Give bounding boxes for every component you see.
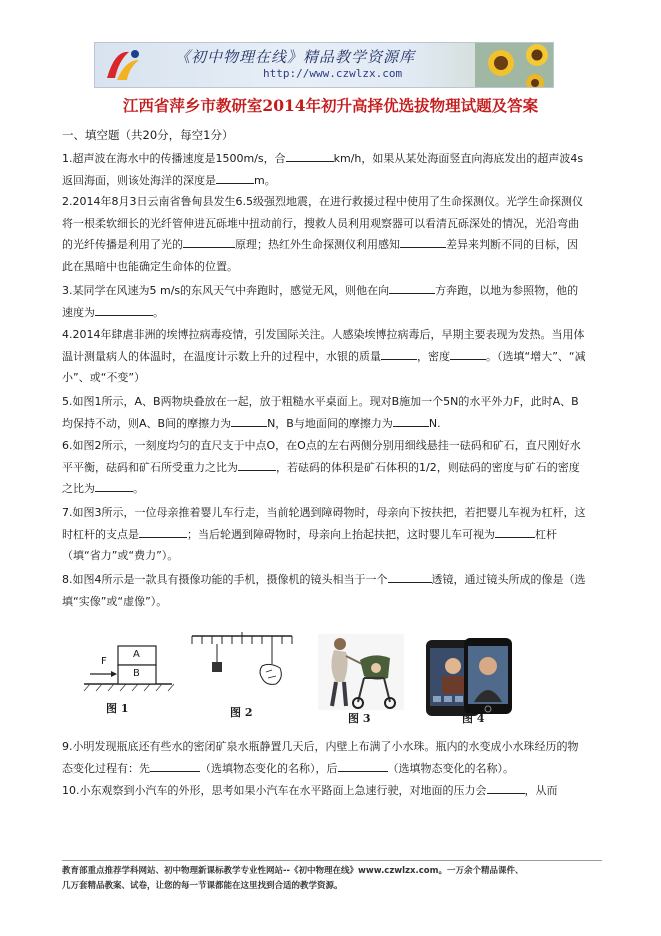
question-2 (62, 191, 587, 277)
figure-1-label: 图 1 (106, 702, 129, 715)
question-text: 7.如图3所示，一位母亲推着婴儿车行走，当前轮遇到障碍物时，母亲向下按扶把，若把婴儿车视为杠杆，这时杠杆的支点是 (62, 506, 586, 541)
site-logo-icon (101, 46, 143, 84)
question-7 (62, 502, 587, 567)
figure-1 (80, 636, 176, 716)
question-3 (62, 280, 587, 323)
question-text: ；当后轮遇到障碍物时，母亲向上抬起扶把，这时婴儿车可视为 (187, 527, 495, 541)
banner-url[interactable]: http://www.czwlzx.com (263, 67, 403, 80)
answer-blank[interactable] (487, 780, 525, 794)
answer-blank[interactable] (400, 234, 446, 248)
figure-3 (318, 634, 404, 726)
figure-4-label: 图 4 (462, 712, 485, 725)
question-text: 原理；热红外生命探测仪利用感知 (235, 238, 400, 251)
answer-blank[interactable] (338, 758, 388, 772)
page-title: 江西省萍乡市教研室2014年初升高择优选拔物理试题及答案 (122, 96, 539, 115)
question-text: 2.2014年8月3日云南省鲁甸县发生6.5级强烈地震，在进行救援过程中使用了生命探测仪。光学生命探测仪将一根柔软细长的光纤管伸进瓦砾堆中扭动前行，搜救人员利用观察器可以看清瓦砾深处的情况，光沿弯曲的光纤传播是利用了光的 (62, 195, 583, 251)
question-text: km/h，如果从某处海面竖直向海底发出的超声波4s返回海面，则该处海洋的深度是 (62, 152, 584, 187)
answer-blank[interactable] (95, 302, 153, 316)
answer-blank[interactable] (393, 413, 429, 427)
question-text: 透镜，通过镜头所成的像是（选填“实像”或“虚像”）。 (62, 573, 586, 608)
block-a-label: A (133, 649, 140, 660)
question-text: 。（选填“增大”、“减小”、或“不变”） (62, 349, 586, 384)
question-text: 8.如图4所示是一款具有摄像功能的手机，摄像机的镜头相当于一个 (62, 573, 388, 586)
answer-blank[interactable] (150, 758, 200, 772)
question-text: ，从而 (524, 784, 558, 797)
question-text: N，B与地面间的摩擦力为 (267, 416, 393, 430)
phone-camera-photo (424, 636, 516, 718)
answer-blank[interactable] (388, 569, 432, 583)
question-text: 3.某同学在风速为5 m/s的东风天气中奔跑时，感觉无风，则他在向 (62, 284, 390, 297)
answer-blank[interactable] (139, 524, 187, 538)
answer-blank[interactable] (381, 346, 417, 360)
section-heading: 一、填空题（共20分，每空1分） (62, 128, 234, 142)
block-b-label: B (133, 668, 140, 679)
question-text: 5.如图1所示，A、B两物块叠放在一起，放于粗糙水平桌面上。现对B施加一个5N的水平外力F，此时A、B均保持不动，则A、B间的摩擦力为 (62, 395, 579, 430)
balance-ruler-diagram (186, 632, 298, 704)
question-text: 10.小东观察到小汽车的外形，思考如果小汽车在水平路面上急速行驶，对地面的压力会 (62, 784, 487, 797)
answer-blank[interactable] (231, 413, 267, 427)
question-text: ，若砝码的体积是矿石体积的1/2，则砝码的密度与矿石的密度之比为 (62, 460, 580, 495)
figure-2-label: 图 2 (230, 706, 253, 719)
question-text: 6.如图2所示，一刻度均匀的直尺支于中点O，在O点的左右两侧分别用细线悬挂一砝码和矿石，直尺刚好水平平衡，砝码和矿石所受重力之比为 (62, 439, 581, 474)
stacked-blocks-diagram (80, 636, 176, 698)
question-text: 4.2014年肆虐非洲的埃博拉病毒疫情，引发国际关注。人感染埃博拉病毒后，早期主要表现为发热。当用体温计测量病人的体温时，在温度计示数上升的过程中，水银的质量 (62, 328, 585, 363)
answer-blank[interactable] (183, 234, 235, 248)
stroller-photo (318, 634, 404, 710)
question-text: 方奔跑，以地为参照物，他的速度为 (62, 284, 579, 319)
answer-blank[interactable] (216, 170, 254, 184)
question-text: 。 (153, 305, 164, 319)
answer-blank[interactable] (389, 280, 435, 294)
question-6 (62, 435, 587, 500)
question-text: ，密度 (417, 349, 450, 363)
question-8 (62, 569, 587, 612)
answer-blank[interactable] (495, 524, 535, 538)
force-label: F (101, 656, 107, 667)
question-text: 9.小明发现瓶底还有些水的密闭矿泉水瓶静置几天后，内壁上布满了小水珠。瓶内的水变成小水珠经历的物态变化过程有：先 (62, 740, 579, 775)
question-9 (62, 736, 587, 779)
sunflower-icon (475, 43, 553, 87)
banner-title: 《初中物理在线》精品教学资源库 (175, 48, 416, 66)
question-text: 差异来判断不同的目标，因此在黑暗中也能确定生命体的位置。 (62, 238, 578, 273)
question-text: m。 (254, 173, 276, 187)
question-1 (62, 148, 587, 191)
answer-blank[interactable] (95, 478, 133, 492)
question-text: 杠杆（填“省力”或“费力”）。 (62, 527, 557, 562)
question-text: 1.超声波在海水中的传播速度是1500m/s，合 (62, 152, 286, 165)
answer-blank[interactable] (238, 457, 276, 471)
answer-blank[interactable] (286, 148, 334, 162)
question-text: （选填物态变化的名称），后 (200, 761, 338, 775)
question-10 (62, 780, 587, 802)
footer-line: 教育部重点推荐学科网站、初中物理新课标教学专业性网站--《初中物理在线》www.czwlzx.com。一万余个精品课件、 (62, 866, 524, 876)
footer (62, 864, 602, 894)
question-text: N. (428, 416, 441, 430)
question-4 (62, 324, 587, 389)
figure-4 (424, 636, 516, 726)
question-5 (62, 391, 587, 434)
figure-3-label: 图 3 (348, 712, 371, 725)
footer-divider (62, 860, 602, 861)
footer-line: 几万套精品教案、试卷，让您的每一节课都能在这里找到合适的教学资源。 (62, 881, 343, 891)
question-text: 。 (133, 482, 144, 495)
figure-2 (186, 632, 298, 724)
answer-blank[interactable] (450, 346, 486, 360)
question-text: （选填物态变化的名称）。 (387, 761, 514, 775)
header-banner (94, 42, 554, 88)
